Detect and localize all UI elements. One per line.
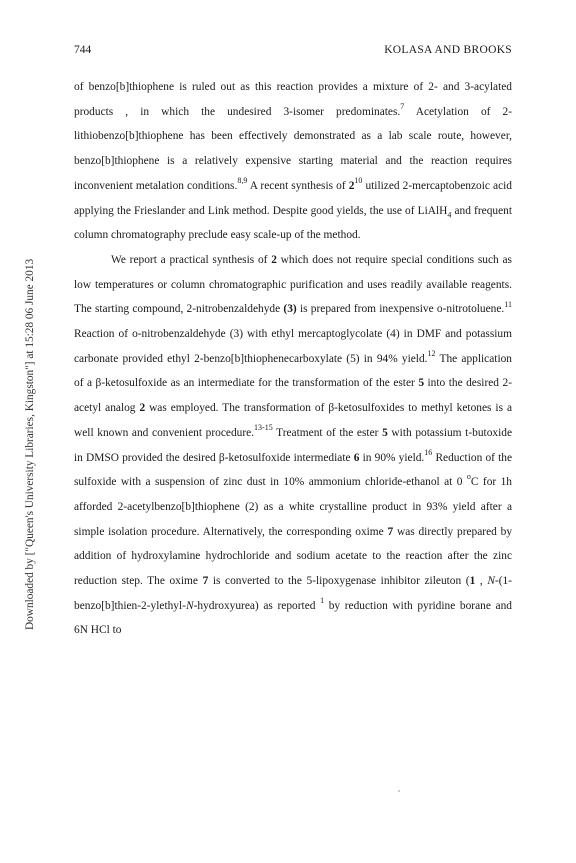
download-watermark: Downloaded by ["Queen's University Libraries, Kingston"] at 15:28 06 June 2013 — [24, 258, 36, 630]
running-head: KOLASA AND BROOKS — [384, 44, 512, 56]
body-text — [74, 75, 512, 643]
page-number: 744 — [74, 44, 92, 56]
scan-speck — [398, 790, 400, 792]
page-header — [74, 44, 512, 60]
paragraph-1: of benzo[b]thiophene is ruled out as this reaction provides a mixture of 2- and 3-acylated products , in which the undesired 3-isomer predominates.$^7$ Acetylation of 2-lithiobenzo[b]thiophene has been effectively demonstrated as a lab scale route, however, benzo[b]thiophene is a relatively expensive starting material and the reaction requires inconvenient metalation conditions.$^{8,9}$ A recent synthesis of $2^{10}$ utilized 2-mercaptobenzoic acid applying the Frieslander and Link method. Despite good yields, the use of LiAlH$_4$ and frequent column chromatography preclude easy scale-up of the method. — [74, 81, 513, 242]
paragraph-2: We report a practical synthesis of 2 which does not require special conditions such as low temperatures or column chromatographic purification and uses readily available reagents. The starting compound, 2-nitrobenzaldehyde (3) is prepared from inexpensive o-nitrotoluene.$^{11}$ Reaction of o-nitrobenzaldehyde (3) with ethyl mercaptoglycolate (4) in DMF and potassium carbonate provided ethyl 2-benzo[b]thiophenecarboxylate (5) in 94% yield.$^{12}$ The application of a β-ketosulfoxide as an intermediate for the transformation of the ester 5 into the desired 2-acetyl analog 2 was employed. The transformation of β-ketosulfoxides to methyl ketones is a well known and convenient procedure.$^{13-15}$ Treatment of the ester 5 with potassium t-butoxide in DMSO provided the desired β-ketosulfoxide intermediate 6 in 90% yield.$^{16}$ Reduction of the sulfoxide with a suspension of zinc dust in 10% ammonium chloride-ethanol at 0 $^o$C for 1h afforded 2-acetylbenzo[b]thiophene (2) as a white crystalline product in 93% yield after a simple isolation procedure. Alternatively, the corresponding oxime 7 was directly prepared by addition of hydroxylamine hydrochloride and sodium acetate to the reaction after the zinc reduction step. The oxime 7 is converted to the 5-lipoxygenase inhibitor zileuton (1 , N-(1-benzo[b]thien-2-ylethyl-N-hydroxyurea) as reported $^1$ by reduction with pyridine borane and 6N HCl to — [74, 253, 513, 637]
